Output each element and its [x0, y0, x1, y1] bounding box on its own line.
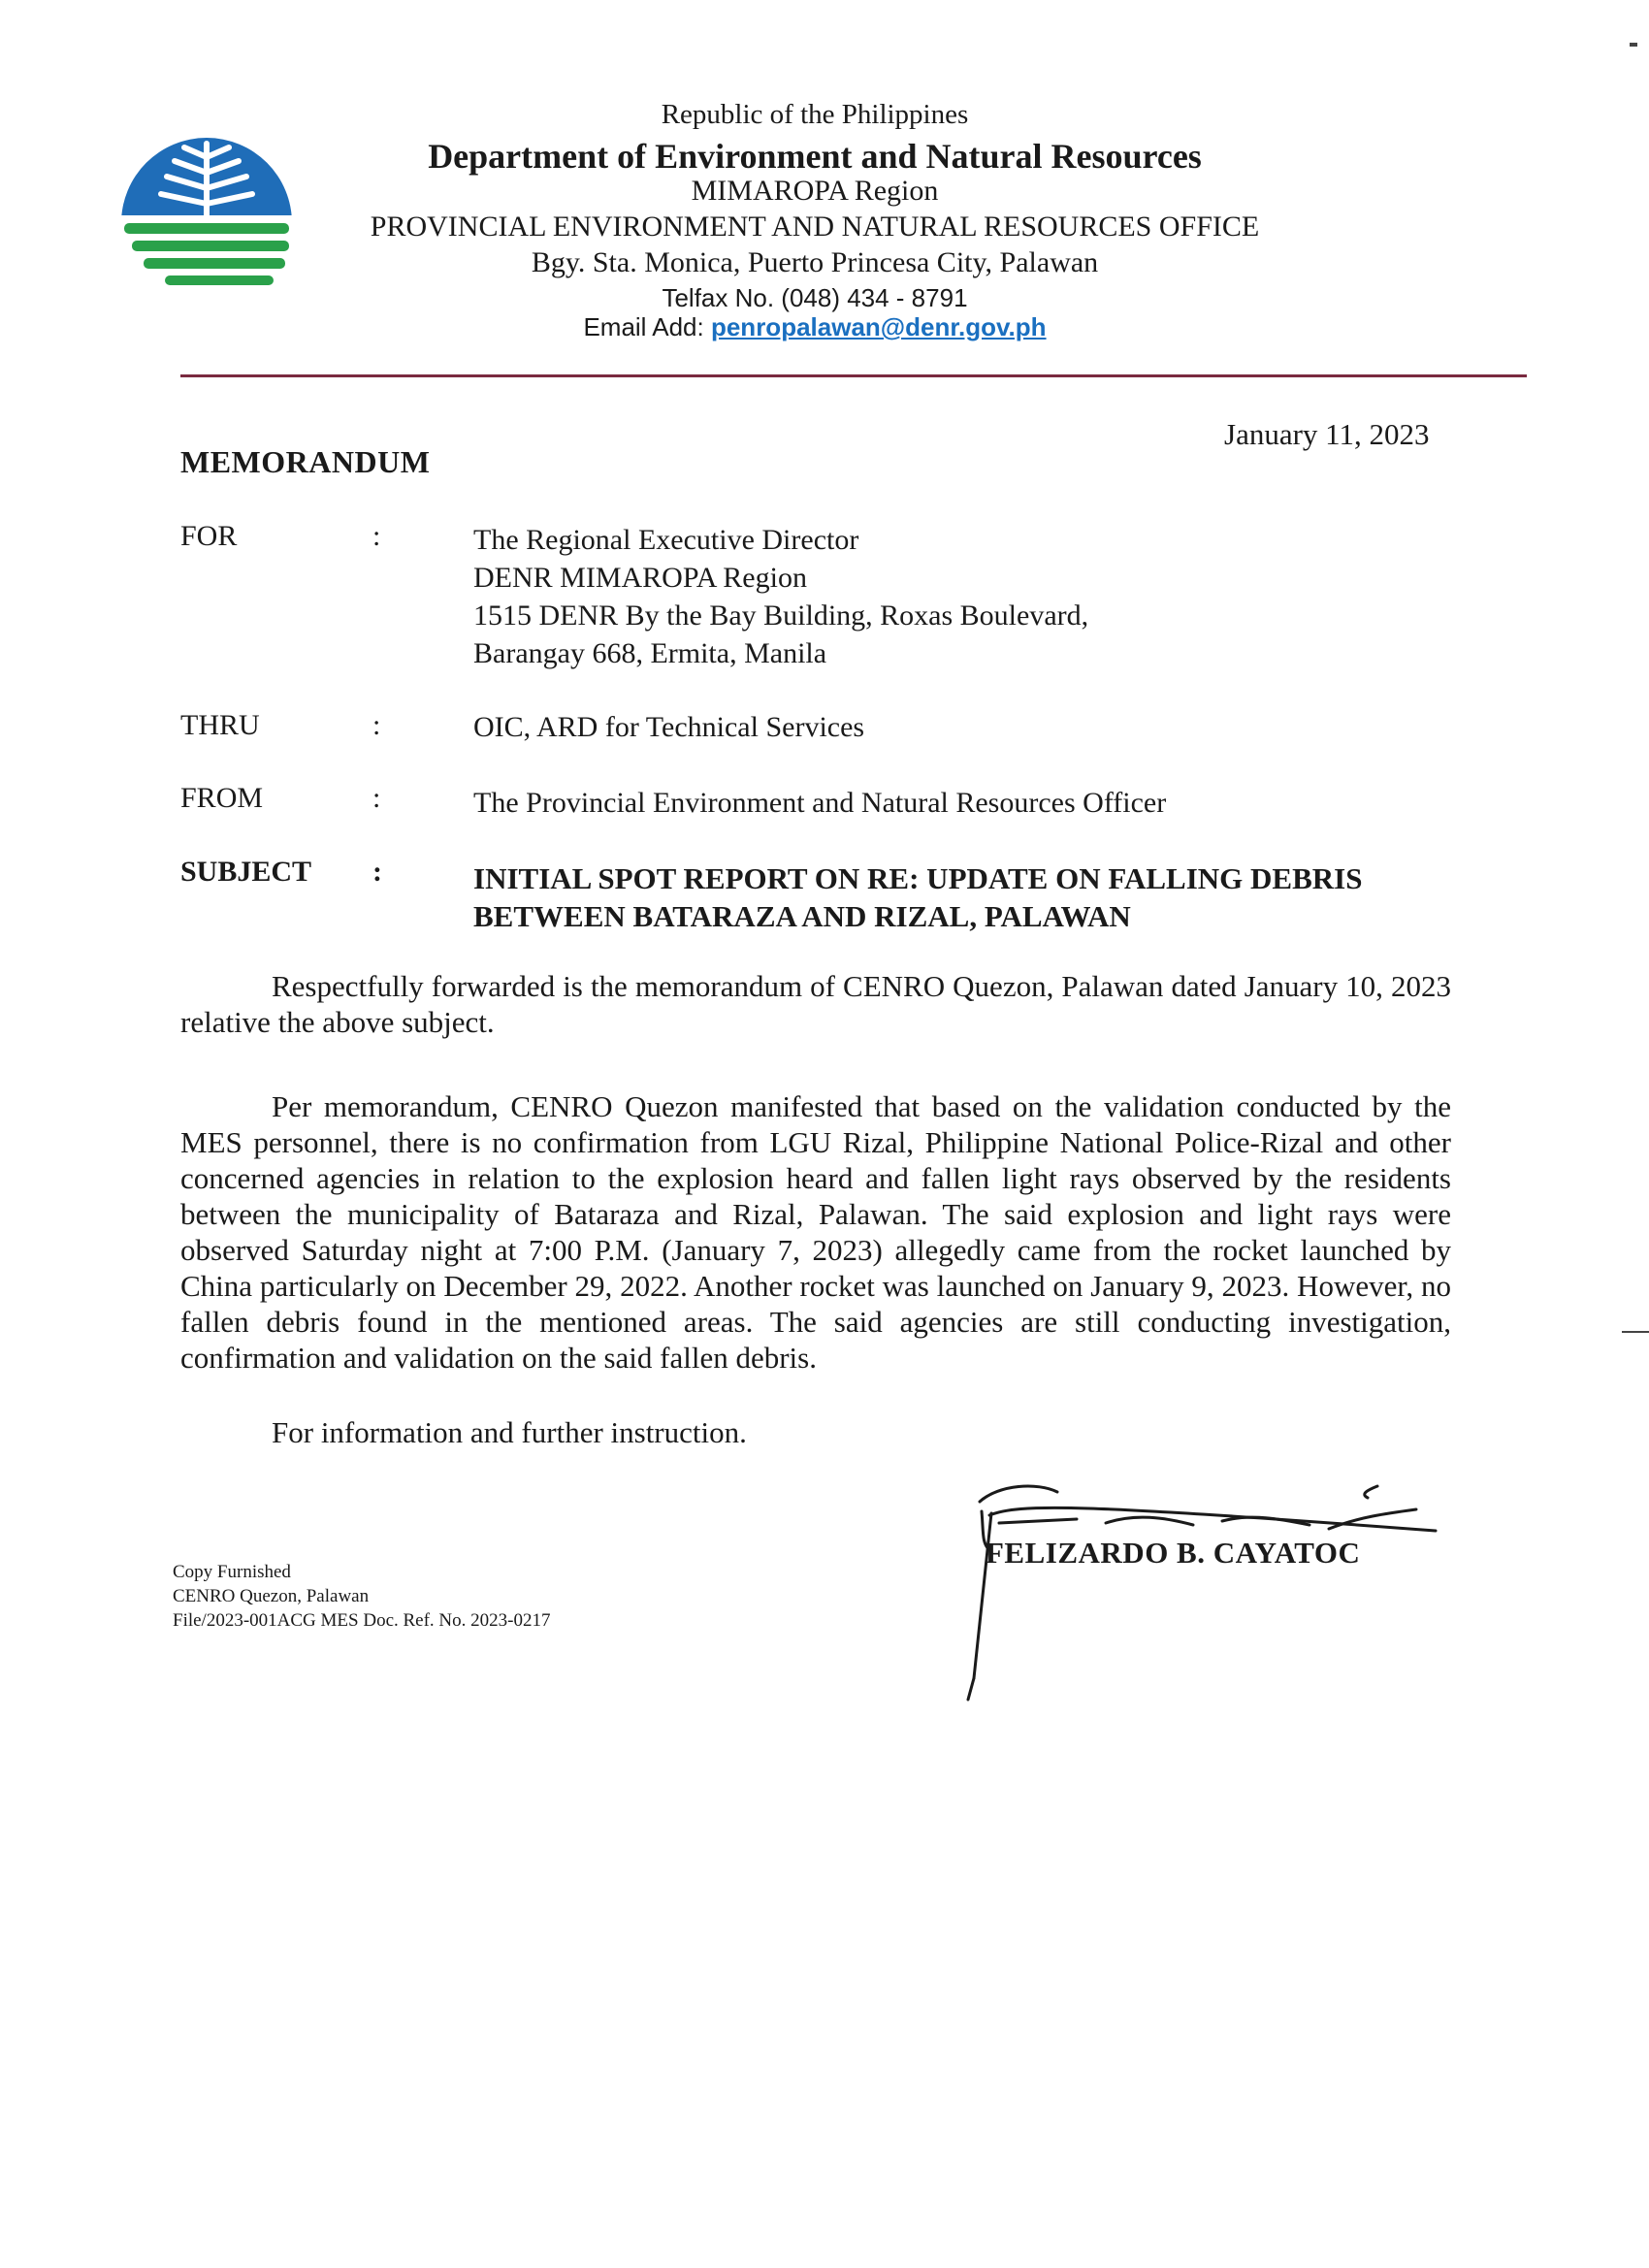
letterhead-divider: [180, 374, 1527, 377]
for-line: DENR MIMAROPA Region: [473, 562, 807, 594]
memo-title: MEMORANDUM: [180, 444, 431, 479]
copy-furnished-label: Copy Furnished: [173, 1562, 291, 1582]
body-paragraph-2: Per memorandum, CENRO Quezon manifested that based on the validation conducted by the MES personnel, there is no confirmation from LGU Rizal, Philippine National Police-Rizal and other concerned agencies in relation to the explosion heard and fallen light rays observed by the residents between the municipality of Bataraza and Rizal, Palawan. The said explosion and light rays were observed Saturday night at 7:00 P.M. (January 7, 2023) allegedly came from the rocket launched by China particularly on December 29, 2022. Another rocket was launched on January 9, 2023. However, no fallen debris found in the mentioned areas. The said agencies are still conducting investigation, confirmation and validation on the said fallen debris.: [180, 1089, 1451, 1375]
email-label: Email Add:: [583, 312, 704, 341]
from-colon: :: [372, 782, 381, 814]
copy-furnished-file-ref: File/2023-001ACG MES Doc. Ref. No. 2023-0217: [173, 1610, 551, 1631]
letterhead-region: MIMAROPA Region: [691, 175, 939, 207]
thru-colon: :: [372, 709, 381, 741]
email-link[interactable]: penropalawan@denr.gov.ph: [710, 312, 1047, 341]
body-paragraph-1: Respectfully forwarded is the memorandum of CENRO Quezon, Palawan dated January 10, 2023 relative the above subject.: [180, 969, 1451, 1039]
thru-label: THRU: [180, 709, 260, 741]
body-paragraph-3: For information and further instruction.: [272, 1415, 747, 1449]
subject-line: INITIAL SPOT REPORT ON RE: UPDATE ON FALLING DEBRIS: [473, 861, 1363, 895]
thru-value: OIC, ARD for Technical Services: [473, 711, 865, 743]
for-value: [473, 521, 1088, 672]
letterhead-telfax: Telfax No. (048) 434 - 8791: [662, 283, 968, 312]
handwritten-signature-icon: [960, 1474, 1465, 1707]
copy-furnished-recipient: CENRO Quezon, Palawan: [173, 1586, 370, 1606]
subject-value: [473, 859, 1362, 935]
subject-colon: :: [372, 856, 382, 888]
for-line: The Regional Executive Director: [473, 524, 859, 556]
letterhead-republic: Republic of the Philippines: [661, 99, 969, 130]
memo-date: January 11, 2023: [1224, 417, 1430, 451]
letterhead-office: PROVINCIAL ENVIRONMENT AND NATURAL RESOURCES OFFICE: [370, 211, 1260, 243]
from-value: The Provincial Environment and Natural Resources Officer: [473, 787, 1167, 819]
letterhead-department: Department of Environment and Natural Resources: [428, 137, 1202, 176]
subject-label: SUBJECT: [180, 856, 312, 888]
from-label: FROM: [180, 782, 264, 814]
for-line: 1515 DENR By the Bay Building, Roxas Boulevard,: [473, 599, 1089, 632]
for-line: Barangay 668, Ermita, Manila: [473, 637, 827, 669]
scan-mark: [1622, 1331, 1649, 1333]
signatory-name: FELIZARDO B. CAYATOC: [986, 1536, 1361, 1570]
for-label: FOR: [180, 520, 238, 552]
letterhead-address: Bgy. Sta. Monica, Puerto Princesa City, Palawan: [531, 246, 1099, 278]
for-colon: :: [372, 520, 381, 552]
letterhead-email: [320, 312, 1310, 342]
denr-logo-icon: [114, 136, 299, 296]
scan-mark: [1630, 43, 1637, 47]
subject-line: BETWEEN BATARAZA AND RIZAL, PALAWAN: [473, 899, 1131, 933]
